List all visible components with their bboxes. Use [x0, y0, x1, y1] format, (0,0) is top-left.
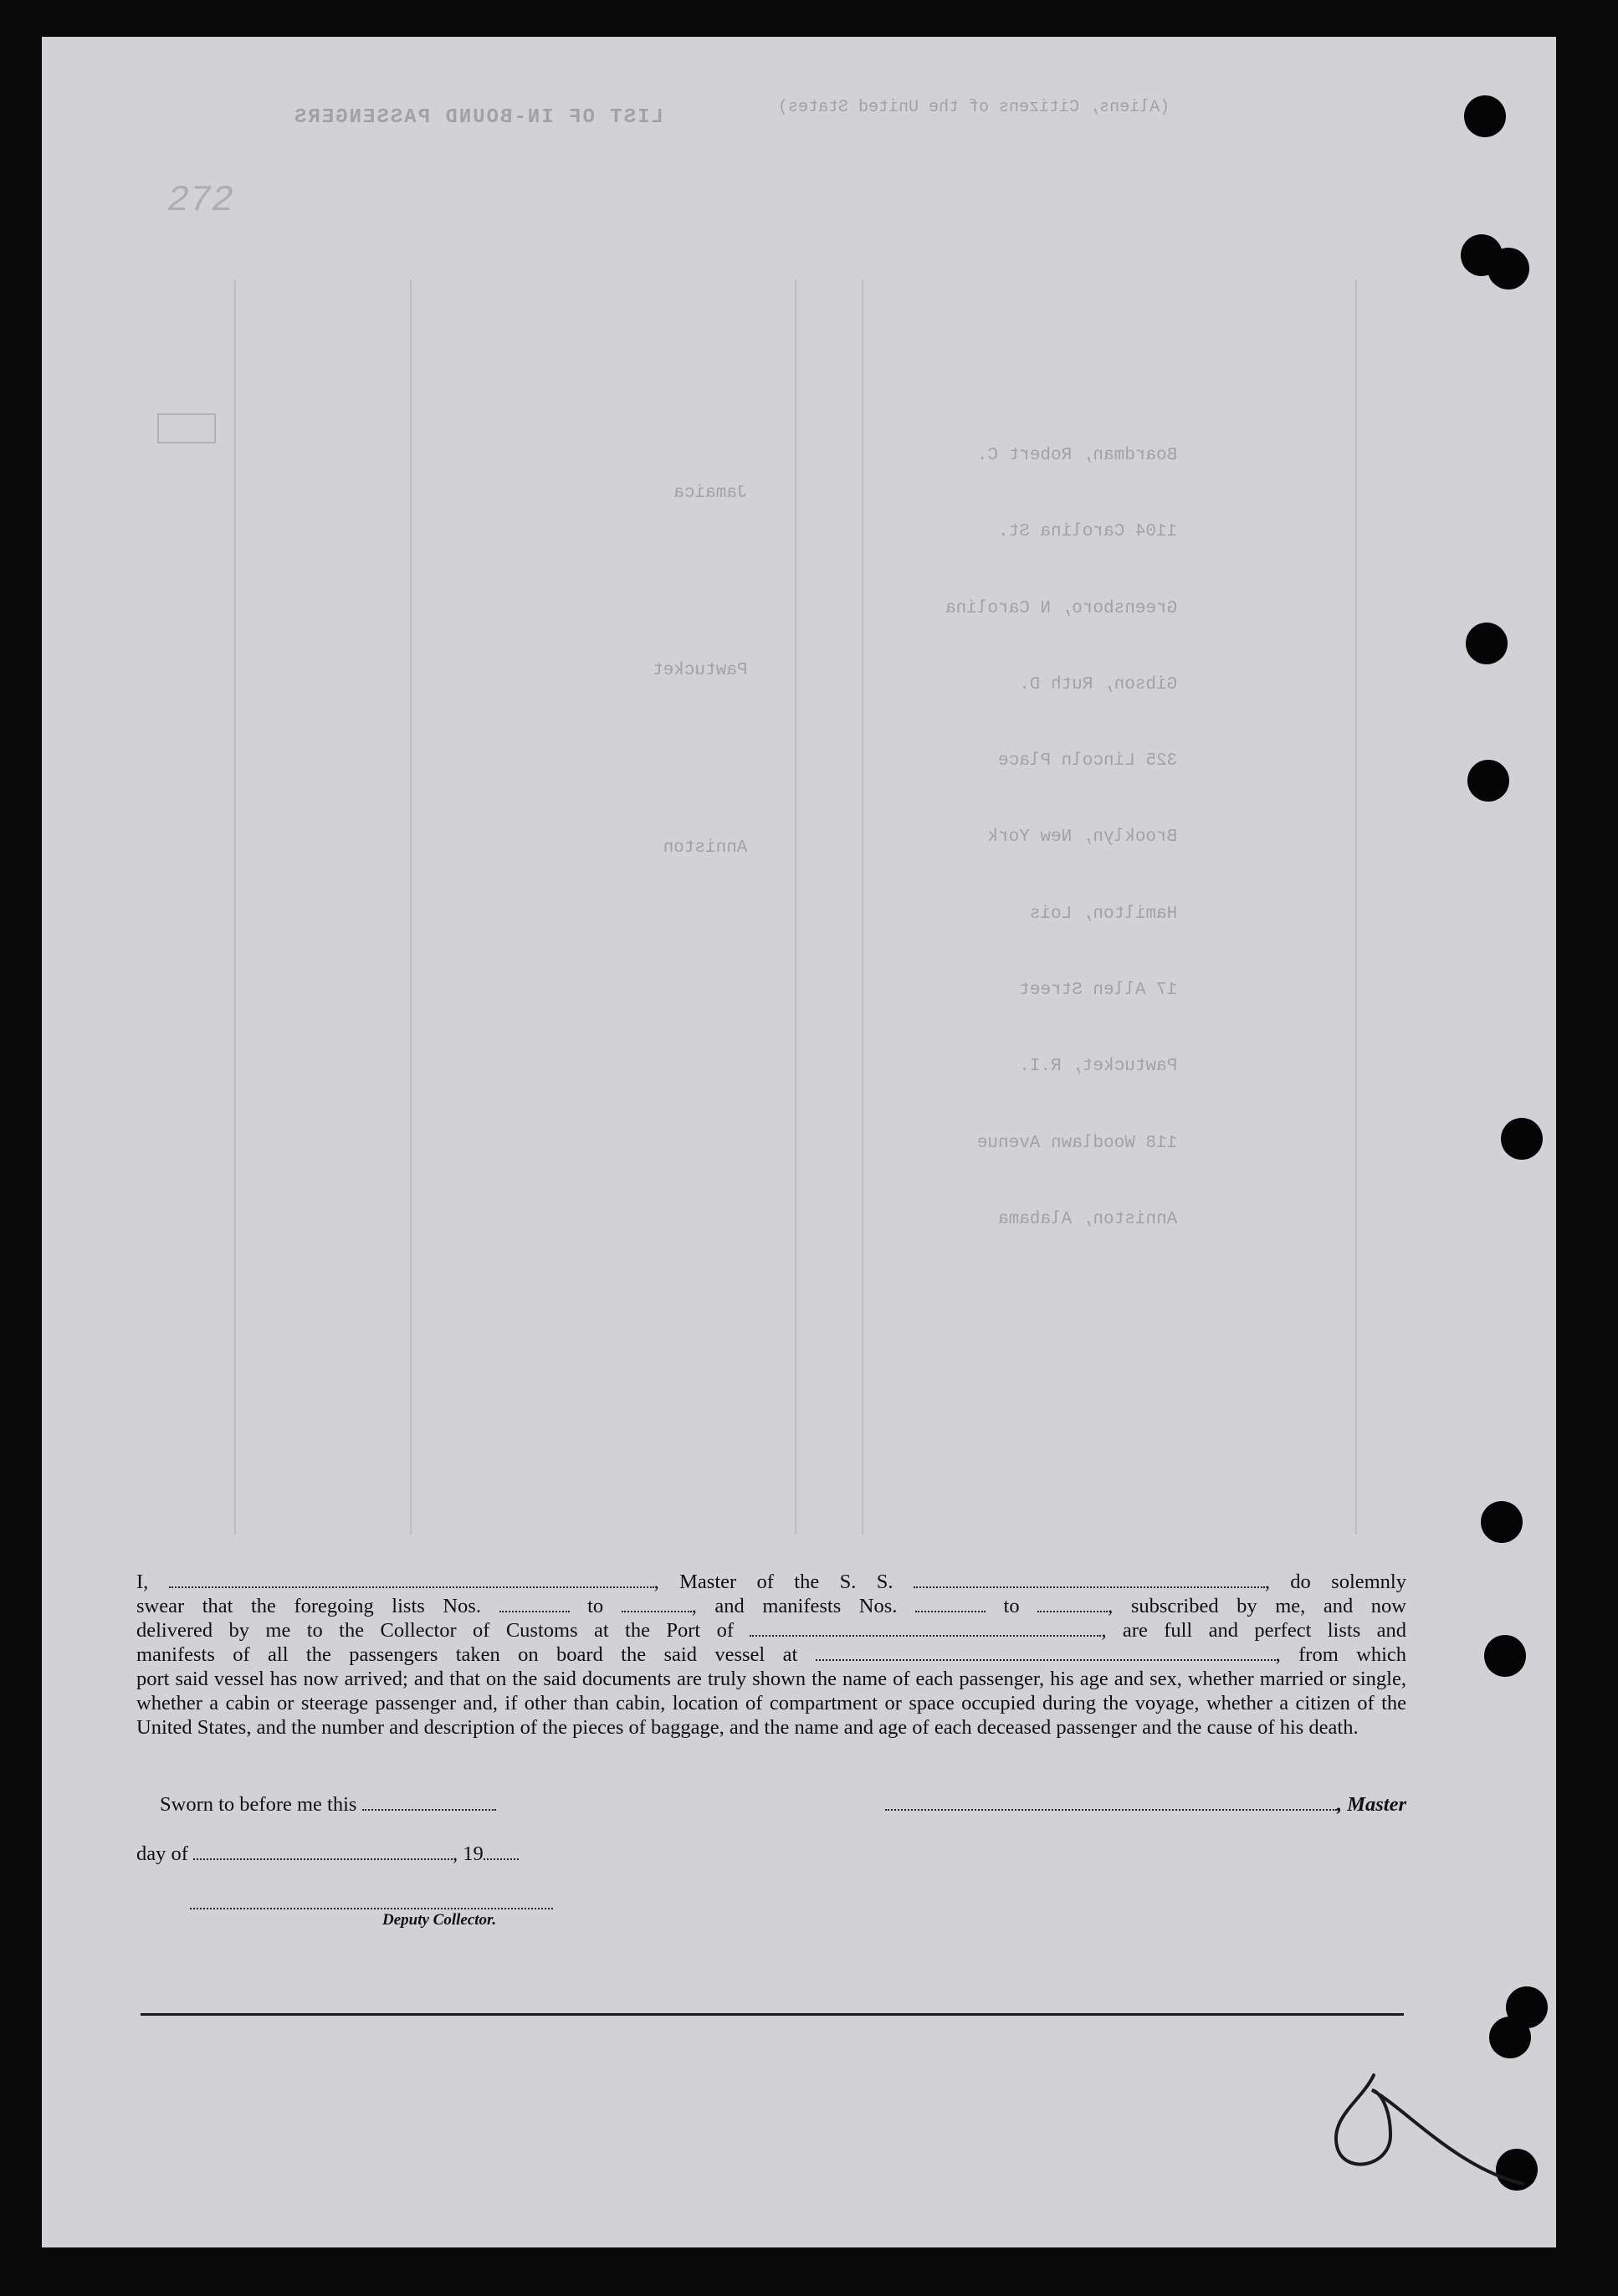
- ghost-column-rule: [234, 279, 236, 1535]
- day-of-row: [136, 1842, 1406, 1866]
- ghost-row: 1104 Carolina St.: [998, 522, 1178, 542]
- oath-text: to: [587, 1595, 604, 1617]
- oath-text: , subscribed by me, and now: [1108, 1595, 1406, 1617]
- ghost-row: Greensboro, N Carolina: [945, 598, 1178, 618]
- oath-text: delivered by me to the Collector of Customs at the Port of: [136, 1619, 735, 1642]
- oath-text: , Master of the S. S.: [653, 1571, 893, 1593]
- ghost-row: Gibson, Ruth D.: [1019, 674, 1178, 694]
- deputy-row: [136, 1893, 1406, 1930]
- binder-hole: [1489, 2017, 1531, 2058]
- sworn-row: [136, 1793, 1406, 1817]
- binder-hole: [1501, 1118, 1543, 1160]
- bleed-through-mid-column: [653, 430, 747, 913]
- binder-hole: [1464, 95, 1506, 137]
- deputy-signature-blank: [190, 1893, 553, 1909]
- vessel-name-blank: [914, 1571, 1265, 1588]
- sworn-label: Sworn to before me this: [160, 1793, 357, 1816]
- oath-text: I,: [136, 1571, 149, 1593]
- oath-text: swear that the foregoing lists Nos.: [136, 1595, 481, 1617]
- bottom-rule: [141, 2013, 1404, 2016]
- ghost-cell: Anniston: [663, 838, 748, 858]
- handwritten-signature-mark: [1313, 2058, 1548, 2209]
- master-label: , Master: [1336, 1793, 1406, 1816]
- list-from-blank: [499, 1596, 570, 1612]
- departure-port-blank: [816, 1644, 1276, 1661]
- master-signature-blank: [885, 1794, 1337, 1811]
- ghost-column-rule: [410, 279, 412, 1535]
- ghost-row: Pawtucket, R.I.: [1019, 1057, 1178, 1077]
- binder-hole: [1484, 1635, 1526, 1677]
- port-blank: [750, 1620, 1101, 1637]
- binder-hole: [1481, 1501, 1523, 1543]
- deputy-collector-label: Deputy Collector.: [382, 1911, 497, 1929]
- bleed-through-subheading: (Aliens, Citizens of the United States): [778, 98, 1170, 117]
- oath-text: , and manifests Nos.: [691, 1595, 898, 1617]
- bleed-through-passenger-rows: [945, 392, 1177, 1284]
- master-oath-paragraph: [136, 1570, 1406, 1740]
- oath-text: manifests of all the passengers taken on board the said vessel at: [136, 1643, 798, 1666]
- manifest-from-blank: [915, 1596, 986, 1612]
- oath-text: , are full and perfect lists and: [1101, 1619, 1407, 1642]
- oath-text: , do solemnly: [1264, 1571, 1406, 1593]
- ghost-cell: Jamaica: [673, 483, 748, 503]
- sworn-date-blank: [362, 1794, 496, 1811]
- year-blank: [484, 1843, 519, 1860]
- ghost-column-rule: [1355, 279, 1357, 1535]
- day-of-label: day of: [136, 1842, 188, 1865]
- ghost-stamp-box: [157, 413, 216, 443]
- bleed-through-heading: LIST OF IN-BOUND PASSENGERS: [293, 106, 663, 129]
- ghost-row: Boardman, Robert C.: [976, 445, 1178, 465]
- ghost-column-rule: [795, 279, 796, 1535]
- list-to-blank: [622, 1596, 692, 1612]
- ghost-row: 118 Woodlawn Avenue: [976, 1133, 1178, 1153]
- ghost-column-rule: [862, 279, 863, 1535]
- year-label: , 19: [453, 1842, 484, 1865]
- ghost-row: Anniston, Alabama: [998, 1210, 1178, 1229]
- ghost-row: 325 Lincoln Place: [998, 751, 1178, 771]
- ghost-row: 17 Allen Street: [1019, 981, 1178, 1001]
- binder-hole: [1466, 623, 1508, 664]
- binder-hole: [1487, 248, 1529, 290]
- ghost-row: Brooklyn, New York: [987, 828, 1178, 848]
- oath-text: port said vessel has now arrived; and that on the said documents are truly shown the name of each passenger, his age and sex, whether married or single, whether a cabin or steerage passenger and, if other than cabin, location of compartment or space occupied during the voyage, whether a citizen of the United States, and the number and description of the pieces of baggage, and the name and age of each deceased passenger and the cause of his death.: [136, 1668, 1406, 1739]
- oath-text: , from which: [1275, 1643, 1407, 1666]
- ghost-row: Hamilton, Lois: [1029, 904, 1178, 924]
- ghost-cell: Pawtucket: [653, 661, 748, 681]
- handwritten-list-number: 272: [167, 180, 234, 222]
- master-name-blank: [169, 1571, 654, 1588]
- month-blank: [193, 1843, 453, 1860]
- binder-hole: [1467, 760, 1509, 802]
- oath-text: to: [1003, 1595, 1020, 1617]
- manifest-to-blank: [1037, 1596, 1108, 1612]
